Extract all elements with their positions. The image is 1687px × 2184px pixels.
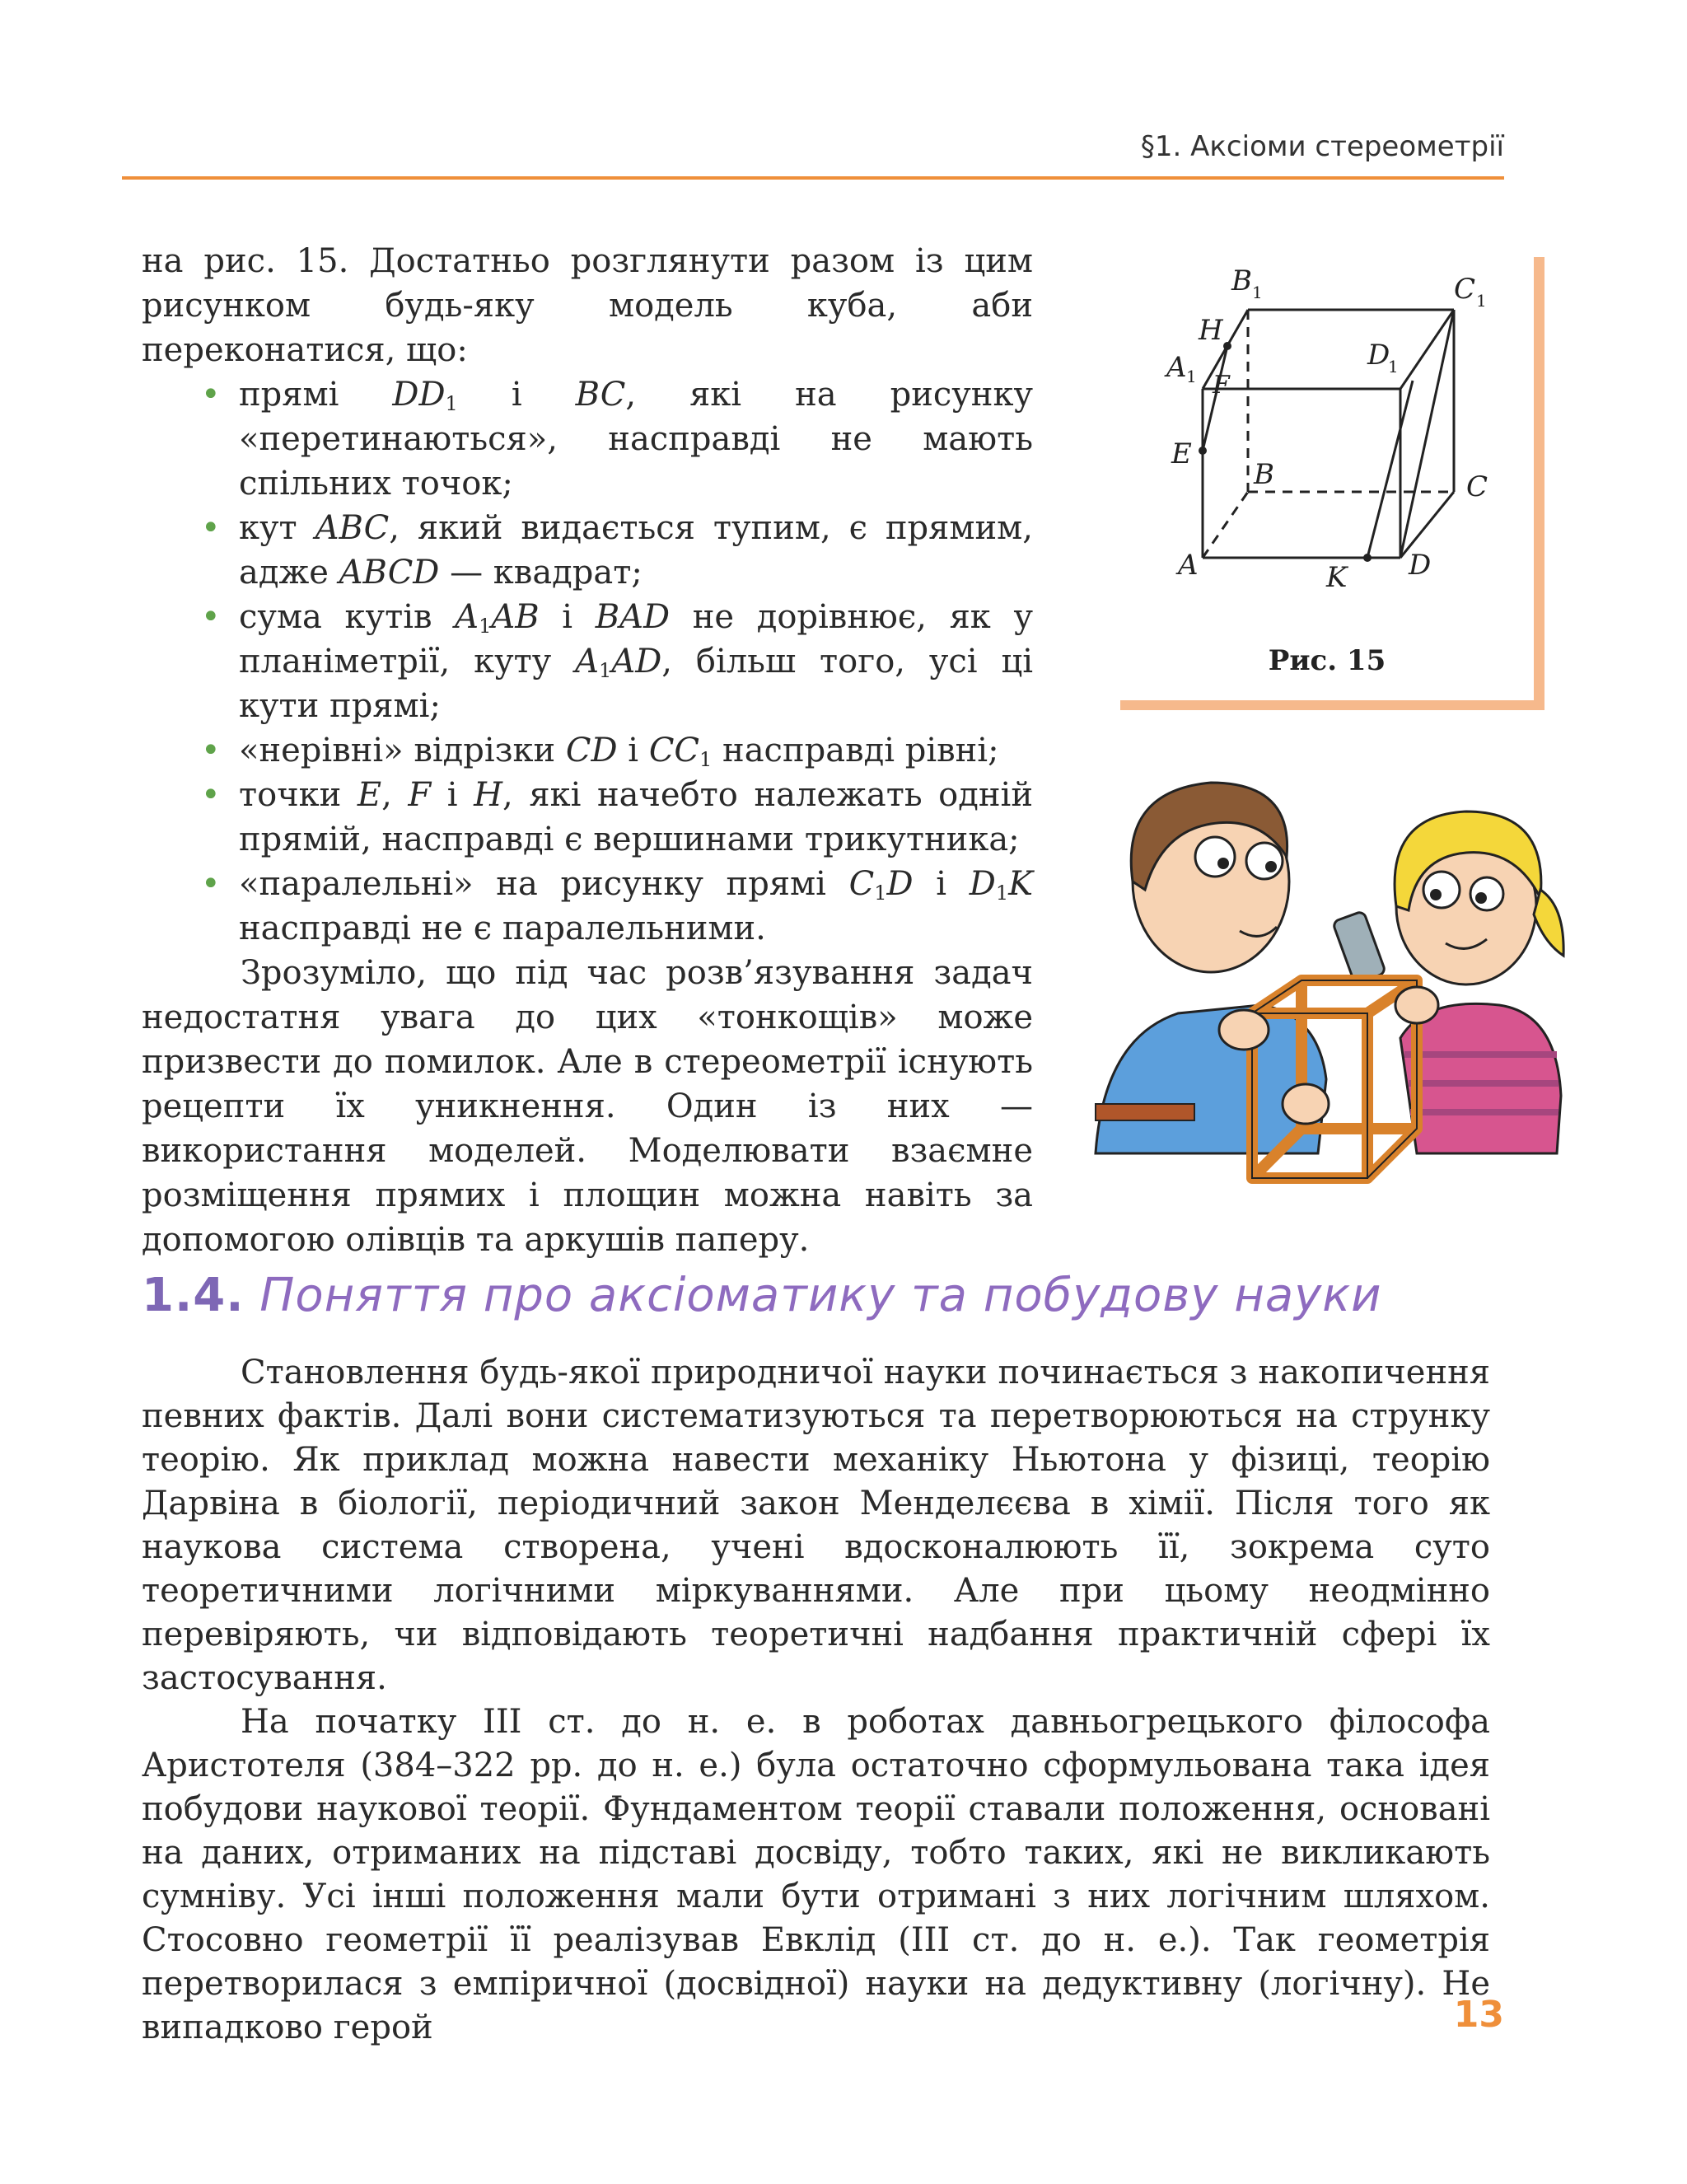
label-D1-sub: 1	[1388, 357, 1399, 376]
list-item: • точки E, F і H, які начебто належать одній прямій, насправді є вершинами трикутника;	[239, 773, 1033, 862]
label-A1-sub: 1	[1186, 367, 1197, 386]
girl-hand	[1395, 987, 1438, 1023]
label-K: K	[1326, 561, 1348, 594]
segment-C1D	[1400, 310, 1454, 558]
label-B1-sub: 1	[1252, 283, 1263, 302]
point-K	[1363, 554, 1372, 562]
girl-eye-right	[1470, 877, 1503, 910]
list-item: • кут ABC, який видається тупим, є прямим, адже ABCD — квадрат;	[239, 506, 1033, 595]
figure-border-right	[1534, 257, 1544, 710]
label-D1: D	[1367, 339, 1390, 372]
running-header: §1. Аксіоми стереометрії	[1140, 130, 1504, 163]
section-title: Поняття про аксіоматику та побудову науки	[259, 1269, 1382, 1322]
girl-eye-left	[1423, 872, 1460, 908]
label-A1: A	[1166, 351, 1187, 384]
label-D: D	[1409, 549, 1432, 582]
label-C: C	[1466, 470, 1488, 503]
glue-bottle	[1333, 911, 1386, 984]
left-column-text	[142, 239, 1033, 1262]
modeling-paragraph: Зрозуміло, що під час розв’язування задач недостатня увага до цих «тонкощів» може призвести до помилок. Але в стереометрії існують рецепти їх уникнення. Один із них — використання моделей. Моделювати взаємне розміщення прямих і площин можна навіть за допомогою олівців та аркушів паперу.	[142, 954, 1033, 1259]
boy-belt	[1096, 1104, 1194, 1120]
label-F: F	[1213, 371, 1230, 400]
label-E: E	[1171, 437, 1192, 470]
section-heading	[142, 1269, 1542, 1322]
figure-border-bottom	[1120, 700, 1544, 710]
edge-AB-hidden	[1203, 492, 1248, 558]
boy-hand-lower	[1283, 1084, 1329, 1124]
label-C1: C	[1454, 273, 1476, 306]
list-item: • прямі $DD_1$ і BC, які на рисунку «перетинаються», насправді не мають спільних точок;	[239, 372, 1033, 506]
label-B: B	[1254, 458, 1274, 491]
body-paragraph-2: На початку III ст. до н. е. в роботах давньогрецького філософа Аристотеля (384–322 рр. до н. е.) була остаточно сформульована така ідея побудови наукової теорії. Фундаментом теорії ставали положення, основані на даних, отриманих на підставі досвіду, тобто таких, які не викликають сумніву. Усі інші положення мали бути отримані з них логічним шляхом. Стосовно геометрії її реалізував Евклід (III ст. до н. е.). Так геометрія перетворилася з емпіричної (досвідної) науки на дедуктивну (логічну). Не випадково герой	[142, 1703, 1490, 2046]
label-A: A	[1178, 549, 1199, 582]
label-H: H	[1199, 314, 1223, 347]
page-number: 13	[1453, 1994, 1504, 2036]
point-E	[1199, 447, 1207, 455]
boy-hand	[1219, 1010, 1269, 1050]
cube-diagram	[1120, 257, 1534, 603]
intro-paragraph: на рис. 15. Достатньо розглянути разом із цим рисунком будь-яку модель куба, аби переконатися, що:	[142, 242, 1033, 369]
header-rule	[122, 176, 1504, 180]
section-body	[142, 1351, 1490, 2050]
list-item: • «нерівні» відрізки CD і $CC_1$ насправді рівні;	[239, 728, 1033, 773]
girl-pigtail	[1534, 890, 1563, 956]
section-number: 1.4.	[142, 1269, 245, 1322]
body-paragraph-1: Становлення будь-якої природничої науки починається з накопичення певних фактів. Далі вони систематизуються та перетворюються на струнку теорію. Як приклад можна навести механіку Ньютона у фізиці, теорію Дарвіна в біології, періодичний закон Менделєєва в хімії. Після того як наукова система створена, учені вдосконалюють її, зокрема суто теоретичними логічними міркуваннями. Але при цьому неодмінно перевіряють, чи відповідають теоретичні надбання практичній сфері їх застосування.	[142, 1354, 1490, 1697]
label-B1: B	[1231, 264, 1252, 297]
figure-caption: Рис. 15	[1268, 644, 1386, 677]
bullet-list	[142, 372, 1033, 951]
label-C1-sub: 1	[1476, 291, 1487, 311]
figure-box	[1120, 257, 1544, 710]
children-illustration	[1071, 766, 1565, 1195]
boy-eye-left	[1195, 837, 1235, 877]
boy-eye-right	[1246, 843, 1283, 879]
point-H	[1223, 342, 1231, 350]
girl-sweater	[1400, 1003, 1561, 1153]
list-item: • сума кутів $A_1AB$ і BAD не дорівнює, як у планіметрії, куту $A_1AD$, більш того, усі ці кути прямі;	[239, 595, 1033, 728]
list-item: • «паралельні» на рисунку прямі $C_1D$ і $D_1K$ насправді не є паралельними.	[239, 862, 1033, 951]
